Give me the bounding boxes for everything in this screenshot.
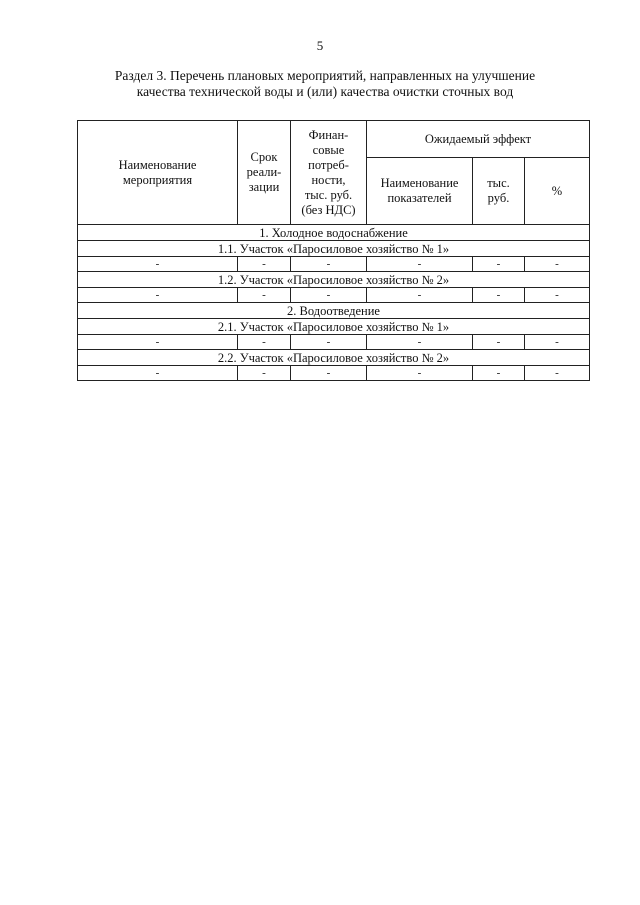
measures-table	[77, 120, 590, 381]
table-cell: -	[525, 257, 590, 272]
table-row	[78, 288, 590, 303]
header-text: реали-	[246, 165, 282, 179]
header-text: тыс.	[487, 176, 510, 190]
header-expected-effect: Ожидаемый эффект	[367, 121, 590, 158]
table-row	[78, 335, 590, 350]
header-thousand-rub	[473, 158, 525, 225]
header-text: ности,	[311, 172, 346, 187]
header-text: мероприятия	[122, 172, 193, 187]
header-text: (без НДС)	[301, 202, 356, 217]
table-cell: -	[78, 335, 238, 350]
section-title-line: Раздел 3. Перечень плановых мероприятий, направленных на улучшение	[114, 68, 536, 83]
header-percent: %	[525, 158, 590, 225]
table-cell: -	[78, 257, 238, 272]
table-cell: -	[525, 288, 590, 303]
table-cell: -	[473, 257, 525, 272]
section-heading: 2. Водоотведение	[78, 303, 590, 319]
header-measure-name	[78, 121, 238, 225]
table-cell: -	[367, 288, 473, 303]
table-cell: -	[78, 288, 238, 303]
table-cell: -	[291, 335, 367, 350]
header-text: Наименование	[380, 176, 459, 190]
header-implementation-term	[238, 121, 291, 225]
section-title-line: качества технической воды и (или) качества очистки сточных вод	[136, 84, 514, 99]
header-text: потреб-	[308, 157, 349, 172]
header-text: тыс. руб.	[304, 187, 353, 202]
header-text: показателей	[387, 191, 452, 205]
section-title	[60, 68, 590, 100]
table-cell: -	[473, 335, 525, 350]
header-indicator-name	[367, 158, 473, 225]
table-cell: -	[238, 335, 291, 350]
subsection-heading: 1.1. Участок «Паросиловое хозяйство № 1»	[78, 241, 590, 257]
table-row	[78, 257, 590, 272]
table-cell: -	[78, 366, 238, 381]
table-row	[78, 366, 590, 381]
header-text: Срок	[250, 150, 278, 164]
table-cell: -	[238, 257, 291, 272]
header-text: руб.	[487, 191, 510, 205]
subsection-heading: 2.2. Участок «Паросиловое хозяйство № 2»	[78, 350, 590, 366]
header-text: зации	[248, 180, 280, 194]
table-cell: -	[367, 335, 473, 350]
table-cell: -	[238, 288, 291, 303]
subsection-heading: 2.1. Участок «Паросиловое хозяйство № 1»	[78, 319, 590, 335]
subsection-heading: 1.2. Участок «Паросиловое хозяйство № 2»	[78, 272, 590, 288]
table-cell: -	[473, 288, 525, 303]
table-cell: -	[525, 335, 590, 350]
header-text: совые	[312, 142, 345, 157]
table-cell: -	[291, 257, 367, 272]
table-cell: -	[291, 366, 367, 381]
table-cell: -	[525, 366, 590, 381]
table-cell: -	[473, 366, 525, 381]
table-cell: -	[291, 288, 367, 303]
header-financial-needs	[291, 121, 367, 225]
header-text: Финан-	[308, 127, 349, 142]
page-number: 5	[316, 38, 324, 53]
header-text: Наименование	[118, 157, 197, 172]
table-cell: -	[367, 366, 473, 381]
section-heading: 1. Холодное водоснабжение	[78, 225, 590, 241]
table-cell: -	[367, 257, 473, 272]
table-cell: -	[238, 366, 291, 381]
